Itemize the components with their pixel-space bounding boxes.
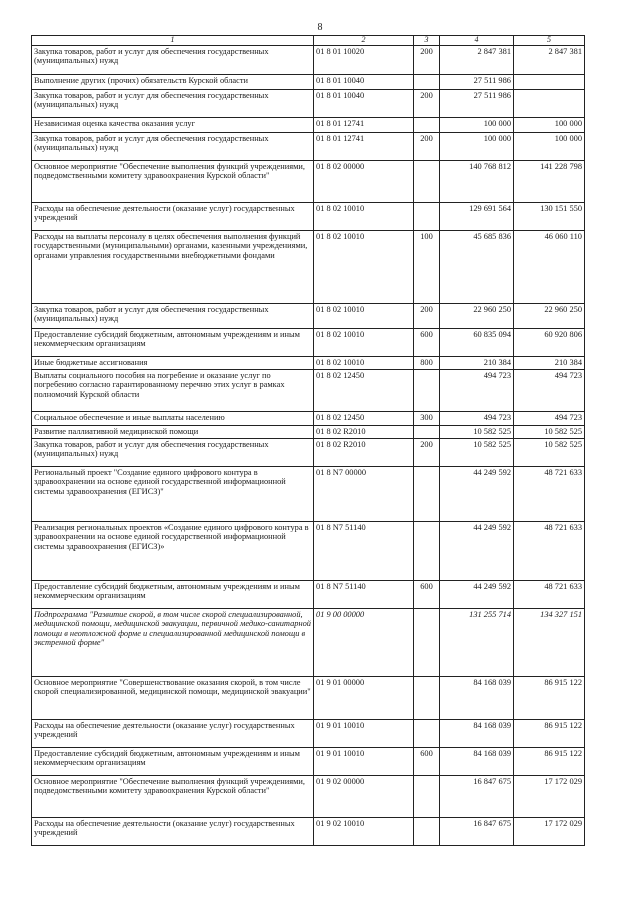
row-value-2: 494 723 [514,411,585,425]
row-expense-type [414,425,440,438]
row-name: Независимая оценка качества оказания услуг [32,117,314,132]
row-name: Иные бюджетные ассигнования [32,356,314,369]
row-value-2: 130 151 550 [514,202,585,230]
row-name: Основное мероприятие "Обеспечение выполнения функций учреждениями, подведомственными комитету здравоохранения Курской области" [32,775,314,817]
row-name: Основное мероприятие "Обеспечение выполнения функций учреждениями, подведомственными комитету здравоохранения Курской области" [32,160,314,202]
row-code: 01 8 02 R2010 [314,425,414,438]
row-name: Закупка товаров, работ и услуг для обеспечения государственных (муниципальных) нужд [32,45,314,74]
row-name: Основное мероприятие "Совершенствование оказания скорой, в том числе скорой специализированной, медицинской помощи, медицинской эвакуации" [32,676,314,719]
table-row [32,160,585,202]
page-number: 8 [317,22,323,33]
row-value-1: 100 000 [440,132,514,160]
row-value-2 [514,89,585,117]
row-value-2: 210 384 [514,356,585,369]
row-name: Расходы на обеспечение деятельности (оказание услуг) государственных учреждений [32,719,314,747]
col-4-header: 4 [440,36,514,46]
row-code: 01 8 02 12450 [314,411,414,425]
row-expense-type: 200 [414,89,440,117]
row-value-2: 86 915 122 [514,719,585,747]
table-row [32,817,585,845]
row-value-1: 140 768 812 [440,160,514,202]
row-expense-type [414,521,440,580]
row-value-2: 2 847 381 [514,45,585,74]
row-expense-type [414,160,440,202]
row-code: 01 8 02 10010 [314,202,414,230]
row-value-1: 494 723 [440,411,514,425]
row-expense-type: 600 [414,328,440,356]
row-value-1: 129 691 564 [440,202,514,230]
col-1-header: 1 [32,36,314,46]
row-value-1: 84 168 039 [440,719,514,747]
row-name: Закупка товаров, работ и услуг для обеспечения государственных (муниципальных) нужд [32,132,314,160]
table-row [32,303,585,328]
table-row [32,411,585,425]
row-expense-type [414,676,440,719]
table-row [32,747,585,775]
row-value-1: 210 384 [440,356,514,369]
row-value-1: 22 960 250 [440,303,514,328]
row-code: 01 8 02 10010 [314,303,414,328]
row-expense-type [414,74,440,89]
row-code: 01 8 01 10040 [314,74,414,89]
row-value-1: 494 723 [440,369,514,411]
table-row [32,117,585,132]
row-expense-type [414,719,440,747]
table-row [32,676,585,719]
row-code: 01 9 02 00000 [314,775,414,817]
row-name: Предоставление субсидий бюджетным, автономным учреждениям и иным некоммерческим организациям [32,747,314,775]
row-name: Расходы на выплаты персоналу в целях обеспечения выполнения функций государственными (муниципальными) органами, казенными учреждениями, органами управления государственными внебюджетными фондами [32,230,314,303]
row-value-1: 100 000 [440,117,514,132]
row-value-1: 44 249 592 [440,580,514,608]
row-expense-type: 200 [414,132,440,160]
row-value-2: 86 915 122 [514,676,585,719]
row-code: 01 8 01 10020 [314,45,414,74]
row-expense-type [414,466,440,521]
row-code: 01 8 01 12741 [314,132,414,160]
row-expense-type [414,775,440,817]
row-code: 01 8 02 10010 [314,356,414,369]
row-code: 01 8 02 00000 [314,160,414,202]
row-expense-type: 200 [414,45,440,74]
row-name: Развитие паллиативной медицинской помощи [32,425,314,438]
row-code: 01 9 00 00000 [314,608,414,676]
row-expense-type [414,117,440,132]
row-expense-type: 600 [414,580,440,608]
row-code: 01 9 02 10010 [314,817,414,845]
row-value-1: 84 168 039 [440,676,514,719]
row-value-2: 134 327 151 [514,608,585,676]
header-row [32,36,585,46]
row-value-2: 10 582 525 [514,438,585,466]
table-row [32,608,585,676]
col-5-header: 5 [514,36,585,46]
row-value-2: 10 582 525 [514,425,585,438]
table-row [32,74,585,89]
row-value-1: 27 511 986 [440,89,514,117]
table-row [32,328,585,356]
row-value-2: 86 915 122 [514,747,585,775]
row-value-1: 60 835 094 [440,328,514,356]
col-3-header: 3 [414,36,440,46]
row-code: 01 8 02 10010 [314,230,414,303]
row-name: Социальное обеспечение и иные выплаты населению [32,411,314,425]
row-code: 01 8 02 12450 [314,369,414,411]
table-row [32,202,585,230]
row-expense-type: 200 [414,303,440,328]
table-row [32,775,585,817]
row-expense-type [414,369,440,411]
row-code: 01 8 02 10010 [314,328,414,356]
table-row [32,438,585,466]
row-value-1: 27 511 986 [440,74,514,89]
row-value-1: 10 582 525 [440,425,514,438]
row-code: 01 9 01 00000 [314,676,414,719]
table-row [32,369,585,411]
row-expense-type: 100 [414,230,440,303]
row-expense-type: 200 [414,438,440,466]
table-row [32,356,585,369]
row-value-1: 10 582 525 [440,438,514,466]
row-name: Расходы на обеспечение деятельности (оказание услуг) государственных учреждений [32,202,314,230]
row-expense-type: 800 [414,356,440,369]
row-value-2: 22 960 250 [514,303,585,328]
row-name: Закупка товаров, работ и услуг для обеспечения государственных (муниципальных) нужд [32,438,314,466]
row-value-2: 141 228 798 [514,160,585,202]
row-value-2: 17 172 029 [514,817,585,845]
row-expense-type [414,817,440,845]
row-name: Закупка товаров, работ и услуг для обеспечения государственных (муниципальных) нужд [32,89,314,117]
row-name: Подпрограмма "Развитие скорой, в том числе скорой специализированной, медицинской помощи, медицинской эвакуации, первичной медико-санитарной помощи в неотложной форме и специализированной медицинской помощи в экстренной форме" [32,608,314,676]
row-value-1: 2 847 381 [440,45,514,74]
row-value-1: 44 249 592 [440,521,514,580]
table-row [32,132,585,160]
row-code: 01 8 N7 00000 [314,466,414,521]
row-value-2: 100 000 [514,117,585,132]
row-code: 01 9 01 10010 [314,719,414,747]
row-value-2: 100 000 [514,132,585,160]
row-code: 01 8 N7 51140 [314,521,414,580]
col-2-header: 2 [314,36,414,46]
row-name: Выплаты социального пособия на погребение и оказание услуг по погребению согласно гарантированному перечню этих услуг в рамках полномочий Курской области [32,369,314,411]
row-name: Расходы на обеспечение деятельности (оказание услуг) государственных учреждений [32,817,314,845]
budget-table [31,35,585,846]
row-value-2: 60 920 806 [514,328,585,356]
table-row [32,466,585,521]
table-row [32,45,585,74]
row-name: Реализация региональных проектов «Создание единого цифрового контура в здравоохранении на основе единой государственной информационной системы здравоохранения (ЕГИСЗ)» [32,521,314,580]
table-row [32,425,585,438]
row-value-1: 131 255 714 [440,608,514,676]
row-value-2: 48 721 633 [514,521,585,580]
row-value-2: 494 723 [514,369,585,411]
row-expense-type [414,202,440,230]
row-name: Предоставление субсидий бюджетным, автономным учреждениям и иным некоммерческим организациям [32,328,314,356]
table-row [32,89,585,117]
table-row [32,719,585,747]
row-value-1: 16 847 675 [440,817,514,845]
row-name: Закупка товаров, работ и услуг для обеспечения государственных (муниципальных) нужд [32,303,314,328]
row-name: Выполнение других (прочих) обязательств Курской области [32,74,314,89]
row-value-2: 17 172 029 [514,775,585,817]
row-value-2 [514,74,585,89]
table-row [32,230,585,303]
table-row [32,521,585,580]
row-name: Региональный проект "Создание единого цифрового контура в здравоохранении на основе единой государственной информационной системы здравоохранения (ЕГИСЗ)" [32,466,314,521]
row-expense-type [414,608,440,676]
row-expense-type: 600 [414,747,440,775]
row-value-1: 84 168 039 [440,747,514,775]
table-row [32,580,585,608]
row-name: Предоставление субсидий бюджетным, автономным учреждениям и иным некоммерческим организациям [32,580,314,608]
row-value-1: 45 685 836 [440,230,514,303]
row-code: 01 8 01 12741 [314,117,414,132]
row-value-1: 44 249 592 [440,466,514,521]
row-value-1: 16 847 675 [440,775,514,817]
row-code: 01 8 02 R2010 [314,438,414,466]
row-value-2: 48 721 633 [514,580,585,608]
row-value-2: 48 721 633 [514,466,585,521]
row-expense-type: 300 [414,411,440,425]
row-code: 01 8 N7 51140 [314,580,414,608]
row-code: 01 8 01 10040 [314,89,414,117]
row-value-2: 46 060 110 [514,230,585,303]
row-code: 01 9 01 10010 [314,747,414,775]
